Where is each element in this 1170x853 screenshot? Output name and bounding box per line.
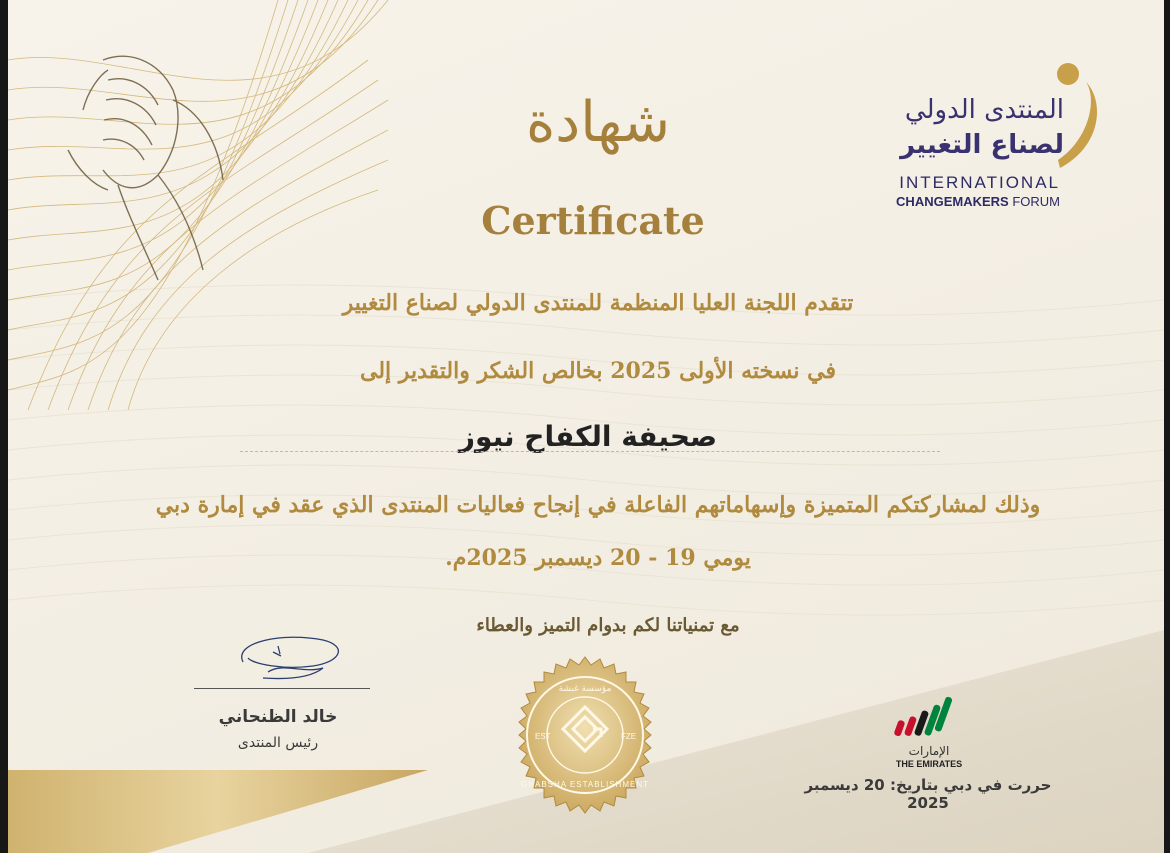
closing-wishes: مع تمنياتنا لكم بدوام التميز والعطاء: [476, 615, 740, 636]
certificate: [8, 0, 1164, 853]
signature-scribble: [223, 632, 353, 688]
emirates-logo-arabic: الإمارات: [908, 744, 950, 758]
forum-logo-english-bold: CHANGEMAKERS: [896, 194, 1009, 209]
company-seal: [505, 655, 665, 815]
seal-ring-text: GHABSHA ESTABLISHMENT: [521, 780, 649, 789]
signature-line: [194, 688, 370, 689]
emirates-logo-icon: [894, 692, 958, 744]
forum-logo-arabic-line2: لصناع التغيير: [900, 130, 1064, 160]
body-line-1: تتقدم اللجنة العليا المنظمة للمنتدى الدولي لصناع التغيير: [342, 290, 854, 316]
forum-logo-english-rest: FORUM: [1008, 194, 1060, 209]
certificate-title-arabic: شهادة: [525, 90, 671, 155]
body-line-2: في نسخته الأولى 2025 بخالص الشكر والتقدير إلى: [360, 358, 836, 384]
issue-date: حررت في دبي بتاريخ: 20 ديسمبر 2025: [804, 776, 1052, 812]
body-line-4: يومي 19 - 20 ديسمبر 2025م.: [445, 545, 751, 571]
forum-logo-english-line2: [896, 194, 1060, 209]
forum-logo-english-line1: INTERNATIONAL: [899, 173, 1060, 192]
seal-left-mark: EST: [535, 732, 551, 741]
seal-right-mark: FZE: [621, 732, 637, 741]
forum-logo-arabic-line1: المنتدى الدولي: [904, 95, 1064, 125]
emirates-logo-english: THE EMIRATES: [895, 759, 963, 769]
body-line-3: وذلك لمشاركتكم المتميزة وإسهاماتهم الفاعلة في إنجاح فعاليات المنتدى الذي عقد في إمارة دبي: [155, 492, 1041, 518]
signatory-role: رئيس المنتدى: [237, 735, 319, 751]
seal-top-text: مؤسسة غبشة: [558, 683, 612, 693]
recipient-name: صحيفة الكفاح نيوز: [458, 420, 718, 453]
signatory-name: خالد الظنحاني: [218, 707, 338, 727]
certificate-title-english: Certificate: [481, 198, 705, 243]
recipient-underline: [240, 451, 940, 452]
